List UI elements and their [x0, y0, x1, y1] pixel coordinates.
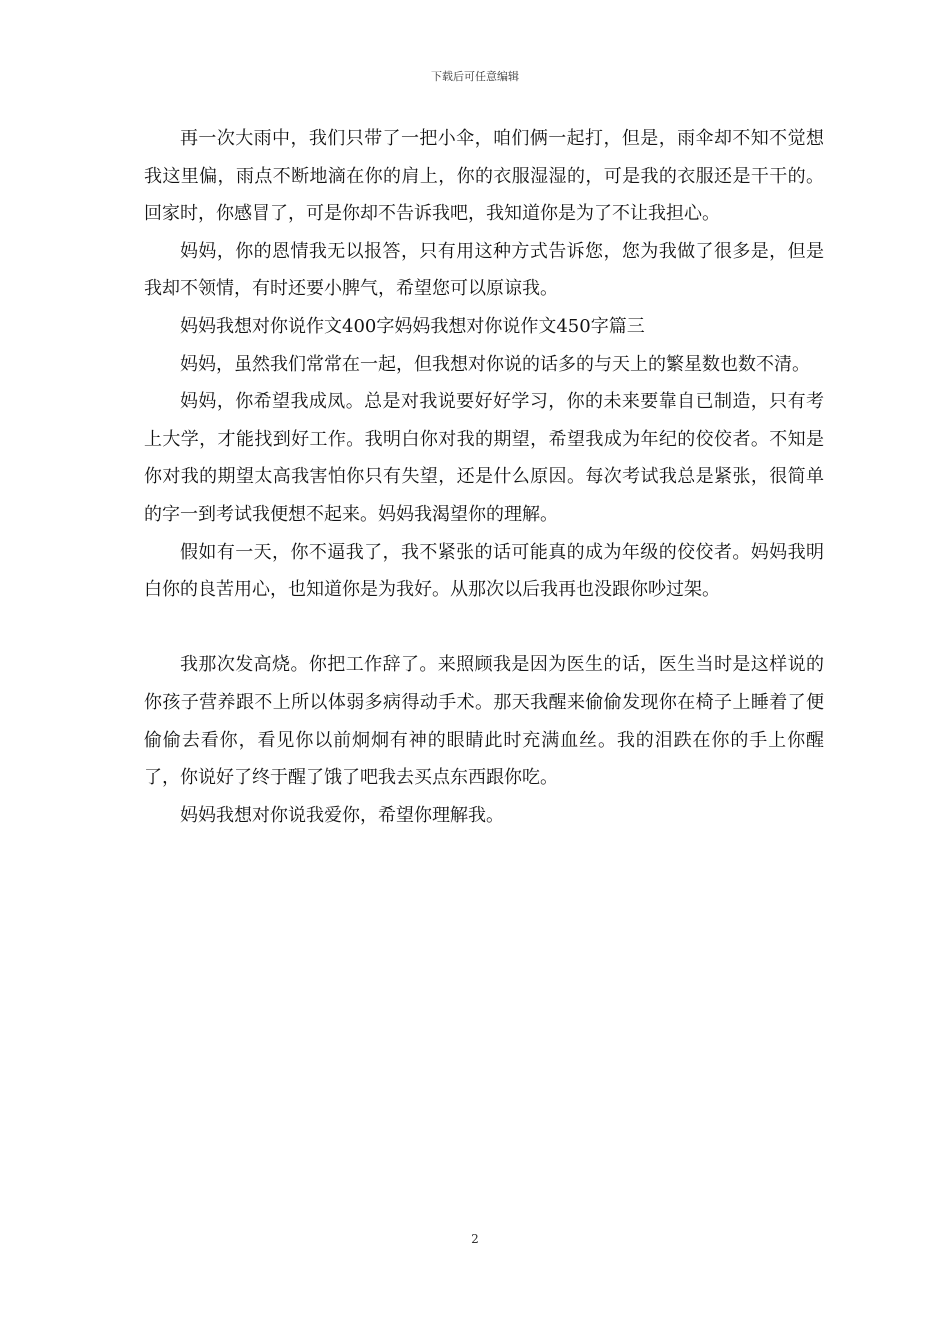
paragraph: 妈妈，虽然我们常常在一起，但我想对你说的话多的与天上的繁星数也数不清。	[180, 353, 810, 375]
paragraph: 假如有一天，你不逼我了，我不紧张的话可能真的成为年级的佼佼者。妈妈我明白你的良苦用心，也知道你是为我好。从那次以后我再也没跟你吵过架。	[144, 541, 824, 601]
section-heading: 妈妈我想对你说作文400字妈妈我想对你说作文450字篇三	[180, 315, 645, 337]
document-body	[144, 120, 824, 834]
page-number: 2	[471, 1232, 479, 1246]
paragraph: 我那次发高烧。你把工作辞了。来照顾我是因为医生的话，医生当时是这样说的你孩子营养跟不上所以体弱多病得动手术。那天我醒来偷偷发现你在椅子上睡着了便偷偷去看你，看见你以前炯炯有神的眼睛此时充满血丝。我的泪跌在你的手上你醒了，你说好了终于醒了饿了吧我去买点东西跟你吃。	[144, 654, 824, 789]
paragraph: 妈妈我想对你说我爱你，希望你理解我。	[180, 804, 504, 826]
page-header: 下载后可任意编辑	[431, 70, 519, 83]
blank-line	[144, 609, 824, 647]
paragraph: 妈妈，你希望我成凤。总是对我说要好好学习，你的未来要靠自已制造，只有考上大学，才能找到好工作。我明白你对我的期望，希望我成为年纪的佼佼者。不知是你对我的期望太高我害怕你只有失望，还是什么原因。每次考试我总是紧张，很简单的字一到考试我便想不起来。妈妈我渴望你的理解。	[144, 391, 824, 525]
paragraph: 再一次大雨中，我们只带了一把小伞，咱们俩一起打，但是，雨伞却不知不觉想我这里偏，雨点不断地滴在你的肩上，你的衣服湿湿的，可是我的衣服还是干干的。回家时，你感冒了，可是你却不告诉我吧，我知道你是为了不让我担心。	[144, 128, 824, 225]
paragraph: 妈妈，你的恩情我无以报答，只有用这种方式告诉您，您为我做了很多是，但是我却不领情，有时还要小脾气，希望您可以原谅我。	[144, 240, 824, 300]
